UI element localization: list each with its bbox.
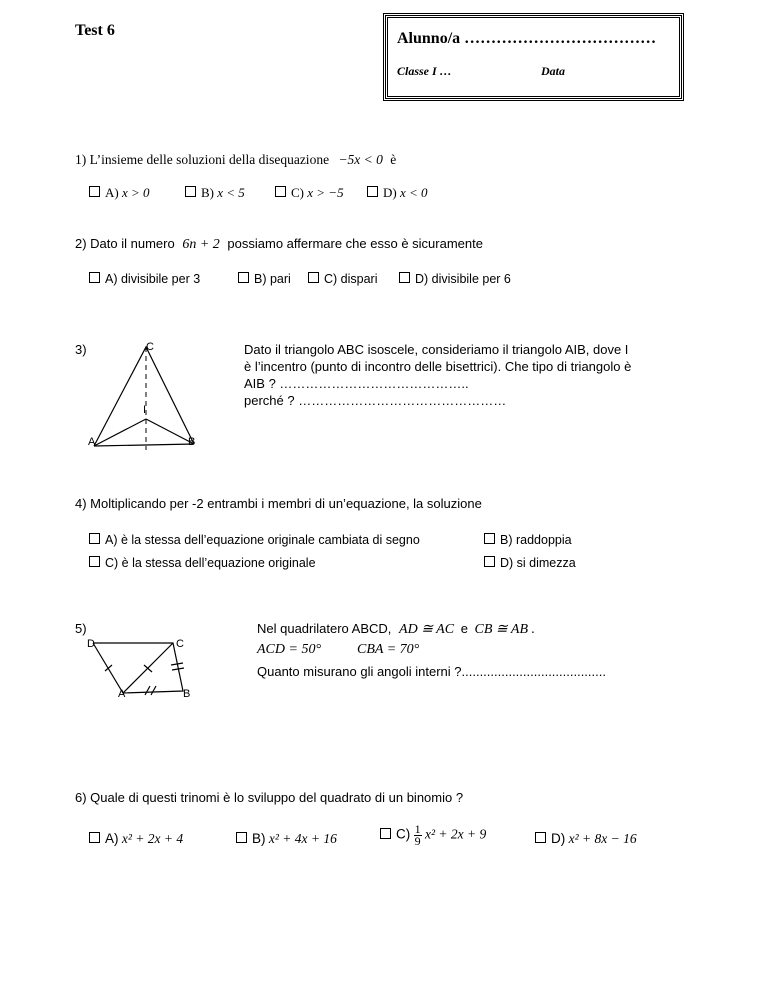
checkbox-icon <box>238 272 249 283</box>
question-2-text: 2) Dato il numero <box>75 236 175 251</box>
checkbox-icon <box>484 533 495 544</box>
checkbox-icon <box>89 832 100 843</box>
question-1-text: 1) L’insieme delle soluzioni della disequazione <box>75 152 330 167</box>
quad-label-d: D <box>87 638 95 650</box>
question-3-text: Dato il triangolo ABC isoscele, consideriamo il triangolo AIB, dove I è l’incentro (punto di incontro delle bisettrici). Che tipo di triangolo è AIB ? …………………………………….. perché ? ………………………………………… <box>244 342 632 408</box>
triangle-label-a: A <box>88 436 96 448</box>
question-5-angle-acd: ACD = 50° <box>257 642 322 657</box>
question-5-question: Quanto misurano gli angoli interni ?........................................ <box>257 664 606 679</box>
test-title: Test 6 <box>75 22 115 39</box>
triangle-label-c: C <box>146 341 154 353</box>
q2-option-d[interactable]: D) divisibile per 6 <box>399 272 511 286</box>
question-2-tail: possiamo affermare che esso è sicuramente <box>227 236 483 251</box>
checkbox-icon <box>535 832 546 843</box>
checkbox-icon <box>89 186 100 197</box>
q2-option-c[interactable]: C) dispari <box>308 272 378 286</box>
question-1 <box>75 152 396 168</box>
checkbox-icon <box>236 832 247 843</box>
question-5-angle-cba: CBA = 70° <box>357 642 420 657</box>
triangle-label-i: I <box>143 404 147 416</box>
checkbox-icon <box>380 828 391 839</box>
question-5-number: 5) <box>75 621 87 636</box>
question-1-tail: è <box>390 152 397 167</box>
q4-option-a[interactable]: A) è la stessa dell’equazione originale cambiata di segno <box>89 533 420 547</box>
question-2-expr: 6n + 2 <box>182 237 220 252</box>
q6-option-d[interactable]: D) x² + 8x − 16 <box>535 831 637 847</box>
student-name-field: Alunno/a ……………………………… <box>397 30 657 47</box>
q2-option-a[interactable]: A) divisibile per 3 <box>89 272 200 286</box>
question-1-expr: −5x < 0 <box>338 152 383 167</box>
checkbox-icon <box>89 533 100 544</box>
checkbox-icon <box>275 186 286 197</box>
question-4: 4) Moltiplicando per -2 entrambi i membri di un’equazione, la soluzione <box>75 496 482 511</box>
checkbox-icon <box>484 556 495 567</box>
question-6: 6) Quale di questi trinomi è lo sviluppo del quadrato di un binomio ? <box>75 790 464 805</box>
quad-label-a: A <box>118 688 126 700</box>
q1-option-b[interactable]: B) x < 5 <box>185 185 245 201</box>
checkbox-icon <box>185 186 196 197</box>
triangle-label-b: B <box>188 436 196 448</box>
checkbox-icon <box>89 272 100 283</box>
q1-option-c[interactable]: C) x > −5 <box>275 185 344 201</box>
quad-label-c: C <box>176 638 184 650</box>
checkbox-icon <box>367 186 378 197</box>
date-label: Data <box>541 64 565 78</box>
checkbox-icon <box>399 272 410 283</box>
class-label: Classe I … <box>397 64 452 78</box>
q2-option-b[interactable]: B) pari <box>238 272 291 286</box>
q4-option-b[interactable]: B) raddoppia <box>484 533 572 547</box>
q6-option-a[interactable]: A) x² + 2x + 4 <box>89 831 183 847</box>
question-2 <box>75 236 483 253</box>
q6-option-b[interactable]: B) x² + 4x + 16 <box>236 831 337 847</box>
question-5-line-1: Nel quadrilatero ABCD, AD ≅ AC e CB ≅ AB . <box>257 621 536 637</box>
q6-option-c[interactable]: C) $\frac{1}{9}$ x² + 2x + 9 <box>380 824 486 847</box>
q4-option-c[interactable]: C) è la stessa dell’equazione originale <box>89 556 316 570</box>
checkbox-icon <box>308 272 319 283</box>
q1-option-a[interactable]: A) x > 0 <box>89 185 150 201</box>
fraction-one-ninth: $\frac{1}{9}$ <box>414 822 421 848</box>
q1-option-d[interactable]: D) x < 0 <box>367 185 428 201</box>
quad-label-b: B <box>183 688 191 700</box>
question-3-number: 3) <box>75 342 87 357</box>
student-info-box <box>383 13 684 101</box>
q4-option-d[interactable]: D) si dimezza <box>484 556 576 570</box>
checkbox-icon <box>89 556 100 567</box>
